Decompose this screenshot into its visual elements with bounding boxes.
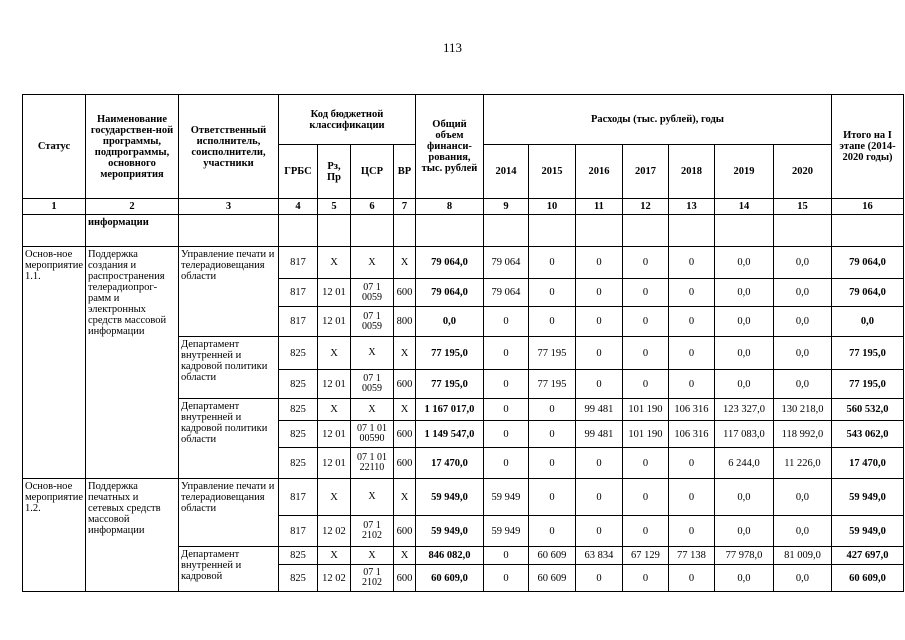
column-number: 5 [317,199,350,215]
total-cell: 79 064,0 [415,247,483,279]
stage-total-cell: 77 195,0 [831,370,903,399]
header-year: 2018 [668,145,714,199]
vr-cell: Х [393,547,415,565]
year-value-cell: 0,0 [714,307,773,337]
measures-body [23,247,904,592]
year-value-cell: 0 [483,448,528,479]
year-value-cell: 0,0 [773,307,831,337]
total-cell: 60 609,0 [415,565,483,592]
total-cell: 77 195,0 [415,370,483,399]
year-value-cell: 0 [483,337,528,370]
rz-cell: 12 01 [317,279,350,307]
csr-cell: Х [350,247,393,279]
year-value-cell: 0 [622,479,668,516]
total-cell: 79 064,0 [415,279,483,307]
year-value-cell: 0 [575,337,622,370]
year-value-cell: 106 316 [668,421,714,448]
header-csr: ЦСР [350,145,393,199]
year-value-cell: 0 [668,565,714,592]
header-total: Общий объем финанси-рования, тыс. рублей [415,95,483,199]
total-cell: 1 149 547,0 [415,421,483,448]
year-value-cell: 0,0 [714,247,773,279]
year-value-cell: 0,0 [714,565,773,592]
csr-cell: 07 1 01 22110 [350,448,393,479]
year-value-cell: 6 244,0 [714,448,773,479]
year-value-cell: 0 [483,421,528,448]
column-number: 4 [278,199,317,215]
vr-cell: Х [393,337,415,370]
table-row [23,247,904,279]
year-value-cell: 0,0 [773,370,831,399]
year-value-cell: 59 949 [483,479,528,516]
stage-total-cell: 0,0 [831,307,903,337]
csr-cell: Х [350,547,393,565]
rz-cell: 12 01 [317,370,350,399]
year-value-cell: 0 [668,279,714,307]
column-number: 1 [23,199,86,215]
year-value-cell: 0,0 [773,279,831,307]
grbs-cell: 825 [278,399,317,421]
stage-total-cell: 60 609,0 [831,565,903,592]
total-cell: 77 195,0 [415,337,483,370]
year-value-cell: 77 138 [668,547,714,565]
total-cell: 59 949,0 [415,516,483,547]
csr-cell: 07 1 0059 [350,307,393,337]
year-value-cell: 0 [528,479,575,516]
header-year: 2014 [483,145,528,199]
grbs-cell: 825 [278,547,317,565]
grbs-cell: 825 [278,370,317,399]
year-value-cell: 0,0 [773,247,831,279]
column-number: 7 [393,199,415,215]
year-value-cell: 0 [528,399,575,421]
executor-name: Департамент внутренней и кадровой [178,547,278,592]
year-value-cell: 99 481 [575,399,622,421]
rz-cell: Х [317,479,350,516]
grbs-cell: 817 [278,307,317,337]
csr-cell: Х [350,337,393,370]
year-value-cell: 11 226,0 [773,448,831,479]
year-value-cell: 0 [575,479,622,516]
stage-total-cell: 59 949,0 [831,516,903,547]
measure-status: Основ-ное мероприятие 1.2. [23,479,86,592]
grbs-cell: 817 [278,279,317,307]
column-number: 16 [831,199,903,215]
year-value-cell: 77 978,0 [714,547,773,565]
header-year: 2015 [528,145,575,199]
grbs-cell: 825 [278,421,317,448]
vr-cell: Х [393,247,415,279]
page-number: 113 [442,40,463,55]
year-value-cell: 0 [575,448,622,479]
header-year: 2019 [714,145,773,199]
year-value-cell: 0 [668,448,714,479]
executor-name: Управление печати и телерадиовещания области [178,247,278,337]
stage-total-cell: 560 532,0 [831,399,903,421]
vr-cell: 600 [393,421,415,448]
rz-cell: Х [317,247,350,279]
year-value-cell: 0 [622,565,668,592]
grbs-cell: 825 [278,448,317,479]
year-value-cell: 67 129 [622,547,668,565]
csr-cell: 07 1 0059 [350,370,393,399]
csr-cell: Х [350,479,393,516]
grbs-cell: 817 [278,247,317,279]
csr-cell: 07 1 0059 [350,279,393,307]
year-value-cell: 63 834 [575,547,622,565]
column-number: 9 [483,199,528,215]
csr-cell: 07 1 2102 [350,565,393,592]
year-value-cell: 60 609 [528,547,575,565]
year-value-cell: 0 [483,565,528,592]
stage-total-cell: 59 949,0 [831,479,903,516]
csr-cell: 07 1 01 00590 [350,421,393,448]
column-number: 10 [528,199,575,215]
header-name: Наименование государствен-ной программы, подпрограммы, основного мероприятия [85,95,178,199]
year-value-cell: 0 [528,307,575,337]
year-value-cell: 77 195 [528,337,575,370]
vr-cell: 600 [393,448,415,479]
executor-name: Департамент внутренней и кадровой политики области [178,337,278,399]
year-value-cell: 79 064 [483,279,528,307]
csr-cell: 07 1 2102 [350,516,393,547]
vr-cell: Х [393,479,415,516]
year-value-cell: 0 [575,279,622,307]
column-number: 3 [178,199,278,215]
grbs-cell: 825 [278,337,317,370]
rz-cell: 12 01 [317,307,350,337]
stage-total-cell: 77 195,0 [831,337,903,370]
stage-total-cell: 427 697,0 [831,547,903,565]
carry-over-text: информации [85,215,178,247]
year-value-cell: 0 [622,247,668,279]
stage-total-cell: 17 470,0 [831,448,903,479]
header-status: Статус [23,95,86,199]
header-year: 2016 [575,145,622,199]
rz-cell: 12 02 [317,516,350,547]
year-value-cell: 59 949 [483,516,528,547]
year-value-cell: 99 481 [575,421,622,448]
executor-name: Управление печати и телерадиовещания области [178,479,278,547]
rz-cell: 12 01 [317,448,350,479]
year-value-cell: 130 218,0 [773,399,831,421]
year-value-cell: 0 [668,516,714,547]
year-value-cell: 0 [528,421,575,448]
year-value-cell: 0 [622,279,668,307]
year-value-cell: 0 [483,370,528,399]
total-cell: 846 082,0 [415,547,483,565]
executor-name: Департамент внутренней и кадровой политики области [178,399,278,479]
column-number-row [23,199,904,215]
year-value-cell: 0 [622,307,668,337]
year-value-cell: 0 [622,516,668,547]
year-value-cell: 0 [483,547,528,565]
year-value-cell: 0 [575,565,622,592]
year-value-cell: 0 [668,370,714,399]
csr-cell: Х [350,399,393,421]
year-value-cell: 0 [483,399,528,421]
year-value-cell: 0 [528,448,575,479]
rz-cell: Х [317,399,350,421]
year-value-cell: 0,0 [773,565,831,592]
header-year: 2017 [622,145,668,199]
stage-total-cell: 543 062,0 [831,421,903,448]
column-number: 11 [575,199,622,215]
column-number: 15 [773,199,831,215]
vr-cell: 600 [393,516,415,547]
year-value-cell: 0 [575,516,622,547]
year-value-cell: 0 [622,370,668,399]
year-value-cell: 0 [575,370,622,399]
year-value-cell: 0 [528,279,575,307]
vr-cell: Х [393,399,415,421]
measure-name: Поддержка печатных и сетевых средств массовой информации [85,479,178,592]
year-value-cell: 0 [622,448,668,479]
total-cell: 0,0 [415,307,483,337]
year-value-cell: 101 190 [622,399,668,421]
vr-cell: 600 [393,565,415,592]
header-code-group: Код бюджетной классификации [278,95,415,145]
total-cell: 59 949,0 [415,479,483,516]
year-value-cell: 117 083,0 [714,421,773,448]
header-expenses-group: Расходы (тыс. рублей), годы [483,95,831,145]
grbs-cell: 817 [278,479,317,516]
year-value-cell: 0,0 [714,370,773,399]
year-value-cell: 106 316 [668,399,714,421]
year-value-cell: 0,0 [714,479,773,516]
year-value-cell: 0 [668,247,714,279]
year-value-cell: 77 195 [528,370,575,399]
year-value-cell: 0 [668,479,714,516]
vr-cell: 800 [393,307,415,337]
year-value-cell: 0,0 [714,337,773,370]
year-value-cell: 0 [483,307,528,337]
year-value-cell: 0,0 [773,516,831,547]
rz-cell: Х [317,547,350,565]
column-number: 14 [714,199,773,215]
year-value-cell: 101 190 [622,421,668,448]
year-value-cell: 81 009,0 [773,547,831,565]
year-value-cell: 0 [622,337,668,370]
year-value-cell: 118 992,0 [773,421,831,448]
vr-cell: 600 [393,279,415,307]
year-value-cell: 0 [575,247,622,279]
measure-status: Основ-ное мероприятие 1.1. [23,247,86,479]
stage-total-cell: 79 064,0 [831,279,903,307]
header-rz: Рз, Пр [317,145,350,199]
rz-cell: 12 01 [317,421,350,448]
year-value-cell: 0 [575,307,622,337]
total-cell: 1 167 017,0 [415,399,483,421]
measure-name: Поддержка создания и распространения телерадиопрог-рамм и электронных средств массовой информации [85,247,178,479]
column-number: 13 [668,199,714,215]
year-value-cell: 0 [668,307,714,337]
budget-table [22,94,904,592]
rz-cell: 12 02 [317,565,350,592]
table-row [23,479,904,516]
carry-over-row [23,215,904,247]
header-stage-total: Итого на I этапе (2014-2020 годы) [831,95,903,199]
year-value-cell: 0,0 [773,337,831,370]
grbs-cell: 825 [278,565,317,592]
year-value-cell: 0 [528,247,575,279]
header-grbs: ГРБС [278,145,317,199]
rz-cell: Х [317,337,350,370]
year-value-cell: 0,0 [773,479,831,516]
header-year: 2020 [773,145,831,199]
vr-cell: 600 [393,370,415,399]
year-value-cell: 0 [668,337,714,370]
column-number: 6 [350,199,393,215]
column-number: 8 [415,199,483,215]
year-value-cell: 123 327,0 [714,399,773,421]
header-vr: ВР [393,145,415,199]
stage-total-cell: 79 064,0 [831,247,903,279]
header-executor: Ответственный исполнитель, соисполнители, участники [178,95,278,199]
grbs-cell: 817 [278,516,317,547]
year-value-cell: 0,0 [714,279,773,307]
year-value-cell: 79 064 [483,247,528,279]
total-cell: 17 470,0 [415,448,483,479]
column-number: 2 [85,199,178,215]
year-value-cell: 60 609 [528,565,575,592]
year-value-cell: 0,0 [714,516,773,547]
column-number: 12 [622,199,668,215]
year-value-cell: 0 [528,516,575,547]
